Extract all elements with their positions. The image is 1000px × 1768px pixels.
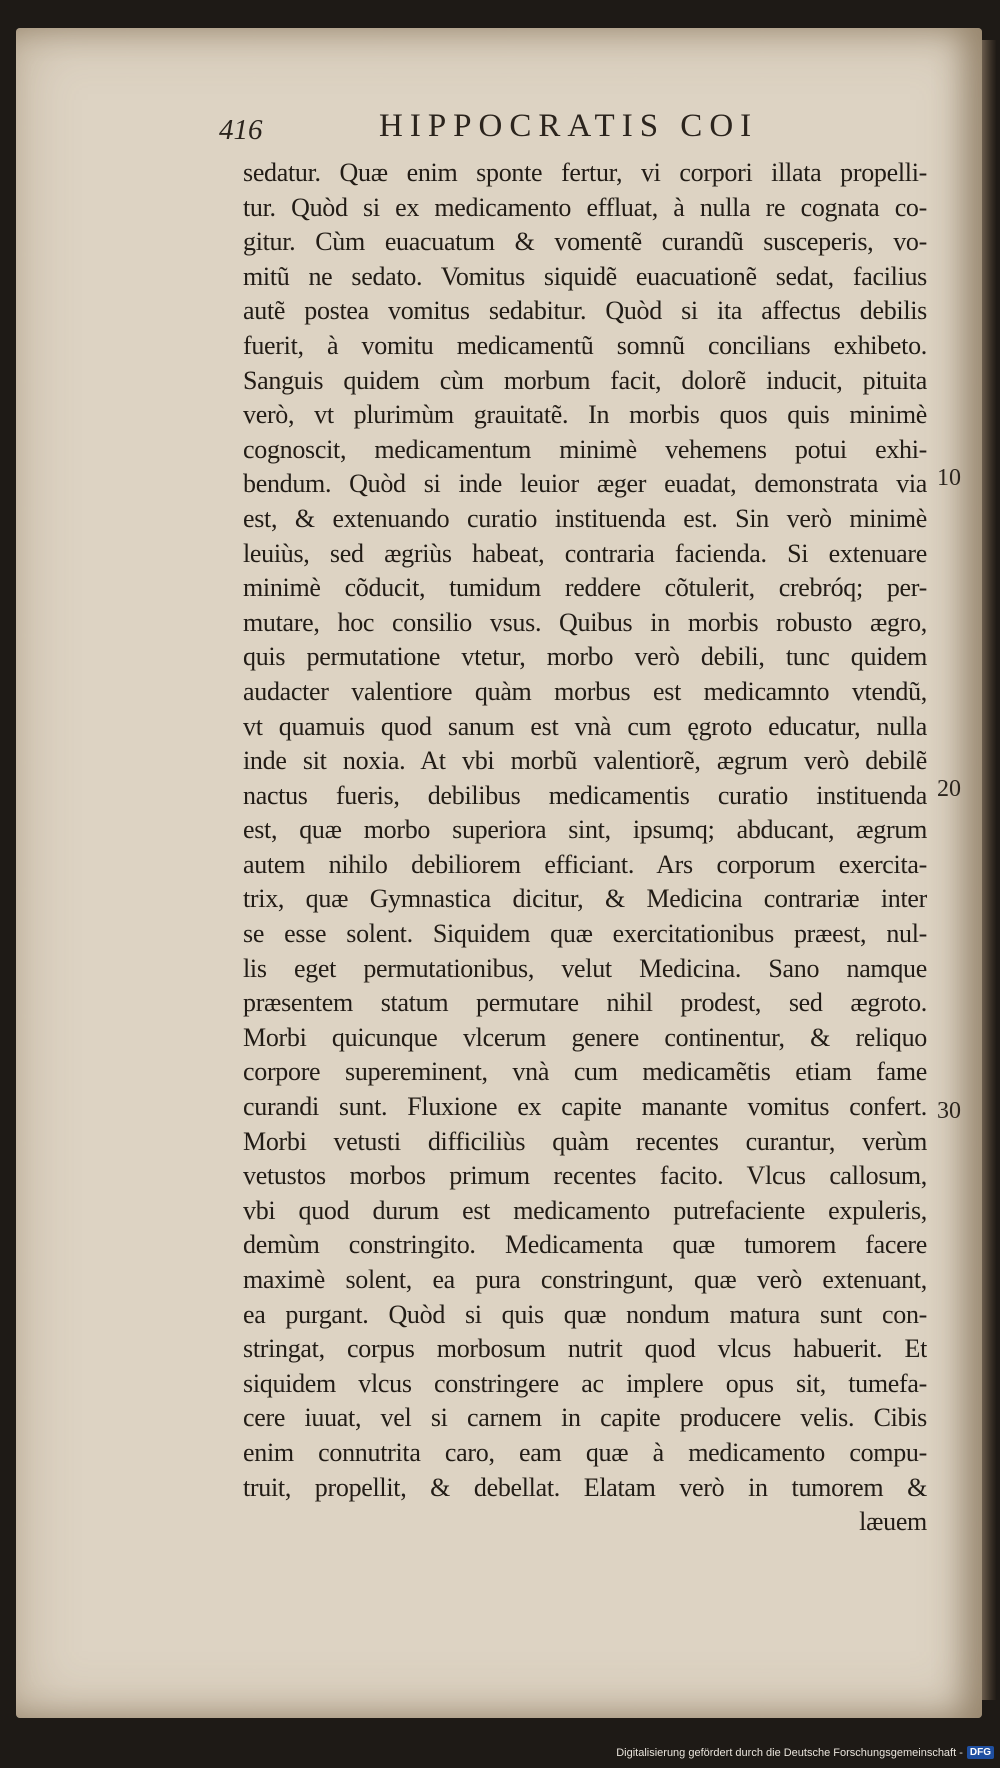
text-line: maximè solent, ea pura constringunt, quæ verò extenuant, xyxy=(243,1265,927,1294)
running-title: HIPPOCRATIS COI xyxy=(379,108,759,144)
dfg-logo: DFG xyxy=(967,1746,994,1759)
body-text xyxy=(243,156,927,1540)
text-line: bendum. Quòd si inde leuior æger euadat, demonstrata via xyxy=(243,469,927,499)
text-line: verò, vt plurimùm grauitatẽ. In morbis quos quis minimè xyxy=(243,400,927,430)
text-line: tur. Quòd si ex medicamento effluat, à nulla re cognata co- xyxy=(243,192,927,222)
text-line: præsentem statum permutare nihil prodest, sed ægroto. xyxy=(243,988,927,1018)
margin-line-number-10: 10 xyxy=(937,465,961,491)
page-edge xyxy=(982,40,996,1700)
text-line: se esse solent. Siquidem quæ exercitationibus præest, nul- xyxy=(243,919,927,949)
text-line: stringat, corpus morbosum nutrit quod vlcus habuerit. Et xyxy=(243,1334,927,1364)
text-line: siquidem vlcus constringere ac implere opus sit, tumefa- xyxy=(243,1368,927,1398)
text-line: cognoscit, medicamentum minimè vehemens potui exhi- xyxy=(243,434,927,464)
text-line: gitur. Cùm euacuatum & vomentẽ curandũ susceperis, vo- xyxy=(243,227,927,257)
text-line: quis permutatione vtetur, morbo verò debili, tunc quidem xyxy=(243,642,927,672)
text-line: demùm constringito. Medicamenta quæ tumorem facere xyxy=(243,1230,927,1260)
text-line: minimè cõducit, tumidum reddere cõtulerit, crebróq; per- xyxy=(243,573,927,603)
text-line: corpore supereminent, vnà cum medicamẽtis etiam fame xyxy=(243,1057,927,1087)
text-line: inde sit noxia. At vbi morbũ valentiorẽ, ægrum verò debilẽ xyxy=(243,746,927,776)
text-line: Morbi vetusti difficiliùs quàm recentes curantur, verùm xyxy=(243,1126,927,1156)
text-line: sedatur. Quæ enim sponte fertur, vi corpori illata propelli- xyxy=(243,158,927,187)
margin-line-number-20: 20 xyxy=(937,776,961,802)
text-line: leuiùs, sed ægriùs habeat, contraria facienda. Si extenuare xyxy=(243,538,927,568)
text-line: audacter valentiore quàm morbus est medicamnto vtendũ, xyxy=(243,676,927,706)
text-line: vetustos morbos primum recentes facito. Vlcus callosum, xyxy=(243,1161,927,1191)
text-line: Sanguis quidem cùm morbum facit, dolorẽ inducit, pituita xyxy=(243,365,927,395)
text-line: mutare, hoc consilio vsus. Quibus in morbis robusto ægro, xyxy=(243,607,927,637)
text-line: Morbi quicunque vlcerum genere continentur, & reliquo xyxy=(243,1022,927,1052)
text-line: vbi quod durum est medicamento putrefaciente expuleris, xyxy=(243,1195,927,1225)
text-line: ea purgant. Quòd si quis quæ nondum matura sunt con- xyxy=(243,1299,927,1329)
catchword: læuem xyxy=(859,1507,927,1537)
text-line: curandi sunt. Fluxione ex capite manante vomitus confert. xyxy=(243,1092,927,1122)
text-line: fuerit, à vomitu medicamentũ somnũ concilians exhibeto. xyxy=(243,330,927,360)
page-header xyxy=(219,108,919,158)
text-line: est, & extenuando curatio instituenda est. Sin verò minimè xyxy=(243,503,927,533)
page-number: 416 xyxy=(219,114,263,146)
credit-text: Digitalisierung gefördert durch die Deutsche Forschungsgemeinschaft - xyxy=(616,1746,963,1759)
text-line: autem nihilo debiliorem efficiant. Ars corporum exercita- xyxy=(243,849,927,879)
text-line: vt quamuis quod sanum est vnà cum ęgroto educatur, nulla xyxy=(243,711,927,741)
text-line: lis eget permutationibus, velut Medicina. Sano namque xyxy=(243,953,927,983)
text-line: autẽ postea vomitus sedabitur. Quòd si ita affectus debilis xyxy=(243,296,927,326)
digitization-credit xyxy=(616,1746,994,1759)
margin-line-number-30: 30 xyxy=(937,1098,961,1124)
text-line: nactus fueris, debilibus medicamentis curatio instituenda xyxy=(243,780,927,810)
text-line: enim connutrita caro, eam quæ à medicamento compu- xyxy=(243,1437,927,1467)
text-line: truit, propellit, & debellat. Elatam verò in tumorem & xyxy=(243,1472,927,1502)
text-line: cere iuuat, vel si carnem in capite producere velis. Cibis xyxy=(243,1403,927,1433)
text-line: trix, quæ Gymnastica dicitur, & Medicina contrariæ inter xyxy=(243,884,927,914)
text-line: mitũ ne sedato. Vomitus siquidẽ euacuationẽ sedat, facilius xyxy=(243,261,927,291)
text-line: est, quæ morbo superiora sint, ipsumq; abducant, ægrum xyxy=(243,815,927,845)
